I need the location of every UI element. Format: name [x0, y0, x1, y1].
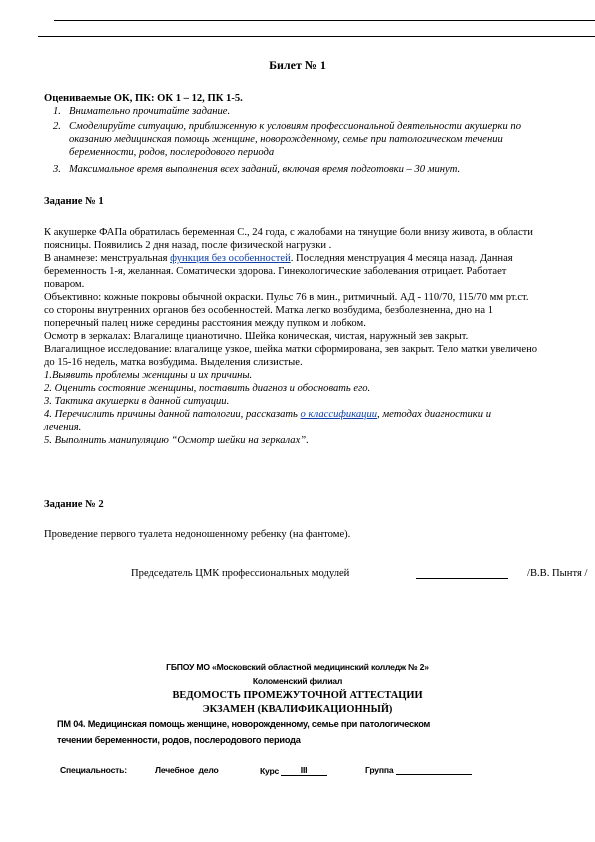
task-2-text: Проведение первого туалета недоношенному ребенку (на фантоме). [44, 529, 351, 540]
task-1-heading: Задание № 1 [44, 196, 104, 207]
task-1-text-line: К акушерке ФАПа обратилась беременная С., 24 года, с жалобами на тянущие боли внизу живота, в области [44, 227, 533, 238]
instruction-1-text: Внимательно прочитайте задание. [69, 106, 231, 117]
task-1-question-2: 2. Оценить состояние женщины, поставить диагноз и обосновать его. [44, 383, 371, 394]
task-2-heading: Задание № 2 [44, 499, 104, 510]
anamnesis-prefix: В анамнезе: менструальная [44, 253, 171, 264]
header-rule [38, 36, 595, 37]
statement-title: ВЕДОМОСТЬ ПРОМЕЖУТОЧНОЙ АТТЕСТАЦИИ [172, 690, 423, 701]
instruction-3-text: Максимальное время выполнения всех заданий, включая время подготовки – 30 минут. [69, 164, 461, 175]
task-1-question-4-continued: лечения. [44, 422, 82, 433]
ok-heading: Оцениваемые ОК, ПК: ОК 1 – 12, ПК 1-5. [44, 93, 243, 104]
exam-title: ЭКЗАМЕН (КВАЛИФИКАЦИОННЫЙ) [202, 704, 393, 715]
course-line [307, 775, 327, 776]
task-1-question-4 [44, 408, 491, 421]
task-1-text-line: Объективно: кожные покровы обычной окраски. Пульс 76 в мин., ритмичный. АД - 110/70, 115/70 мм рт.ст. [44, 292, 529, 303]
task-1-text-line: Влагалищное исследование: влагалище узкое, шейка матки сформирована, зев закрыт. Тело матки увеличено [44, 344, 538, 355]
instruction-2-number: 2. [53, 121, 61, 132]
task-1-question-1: 1.Выявить проблемы женщины и их причины. [44, 370, 253, 381]
task-1-text-line: поваром. [44, 279, 85, 290]
module-line-1: ПМ 04. Медицинская помощь женщине, новорожденному, семье при патологическом [57, 719, 431, 729]
menstrual-function-link[interactable]: функция без особенностей [170, 253, 291, 264]
anamnesis-suffix: . Последняя менструация 4 месяца назад. Данная [290, 253, 513, 264]
ticket-title: Билет № 1 [269, 58, 326, 72]
task-1-text-line: поперечный палец ниже середины расстояния между пупком и лобком. [44, 318, 366, 329]
task-1-text-line: поясницы. Появились 2 дня назад, после физической нагрузки . [44, 240, 332, 251]
signature-line [416, 578, 508, 579]
instruction-3-number: 3. [53, 164, 61, 175]
instruction-2-text-line-2: оказанию медицинская помощь женщине, новорожденному, семье при патологическом течении [69, 134, 503, 145]
task-1-text-line: беременность 1-я, желанная. Соматически здорова. Гинекологические заболевания отрицает. Работает [44, 266, 507, 277]
instruction-1-number: 1. [53, 106, 61, 117]
org-name: ГБПОУ МО «Московский областной медицинский колледж № 2» [166, 662, 429, 672]
group-field [365, 765, 472, 775]
group-label: Группа [365, 765, 394, 775]
specialty-value: Лечебное дело [155, 765, 219, 775]
classification-link[interactable]: о классификации [300, 409, 378, 420]
top-rule [54, 20, 595, 21]
signature-name: /В.В. Пынтя / [527, 568, 588, 579]
branch-name: Коломенский филиал [252, 676, 343, 686]
signature-label: Председатель ЦМК профессиональных модулей [131, 568, 350, 579]
course-field [260, 765, 327, 776]
task-1-text-line: Осмотр в зеркалах: Влагалище цианотично. Шейка коническая, чистая, наружный зев закрыт. [44, 331, 469, 342]
instruction-2-text-line-3: беременности, родов, послеродового периода [69, 147, 275, 158]
group-line [396, 774, 472, 775]
course-label: Курс [260, 766, 280, 776]
task-1-question-5: 5. Выполнить манипуляцию “Осмотр шейки на зеркалах”. [44, 435, 309, 446]
task-1-text-line: со стороны внутренних органов без особенностей. Матка легко возбудима, безболезненна, дно на 1 [44, 305, 493, 316]
instruction-2-text-line-1: Смоделируйте ситуацию, приближенную к условиям профессиональной деятельности акушерки по [69, 121, 522, 132]
task-1-question-3: 3. Тактика акушерки в данной ситуации. [44, 396, 230, 407]
course-value: III [281, 765, 307, 776]
task-1-anamnesis-line [44, 252, 513, 265]
task-1-text-line: до 15-16 недель, матка возбудима. Выделения слизистые. [44, 357, 303, 368]
module-line-2: течении беременности, родов, послеродового периода [57, 735, 301, 745]
question-4-prefix: 4. Перечислить причины данной патологии, рассказать [44, 409, 301, 420]
question-4-suffix: , методах диагностики и [377, 409, 491, 420]
specialty-label: Специальность: [60, 765, 127, 775]
